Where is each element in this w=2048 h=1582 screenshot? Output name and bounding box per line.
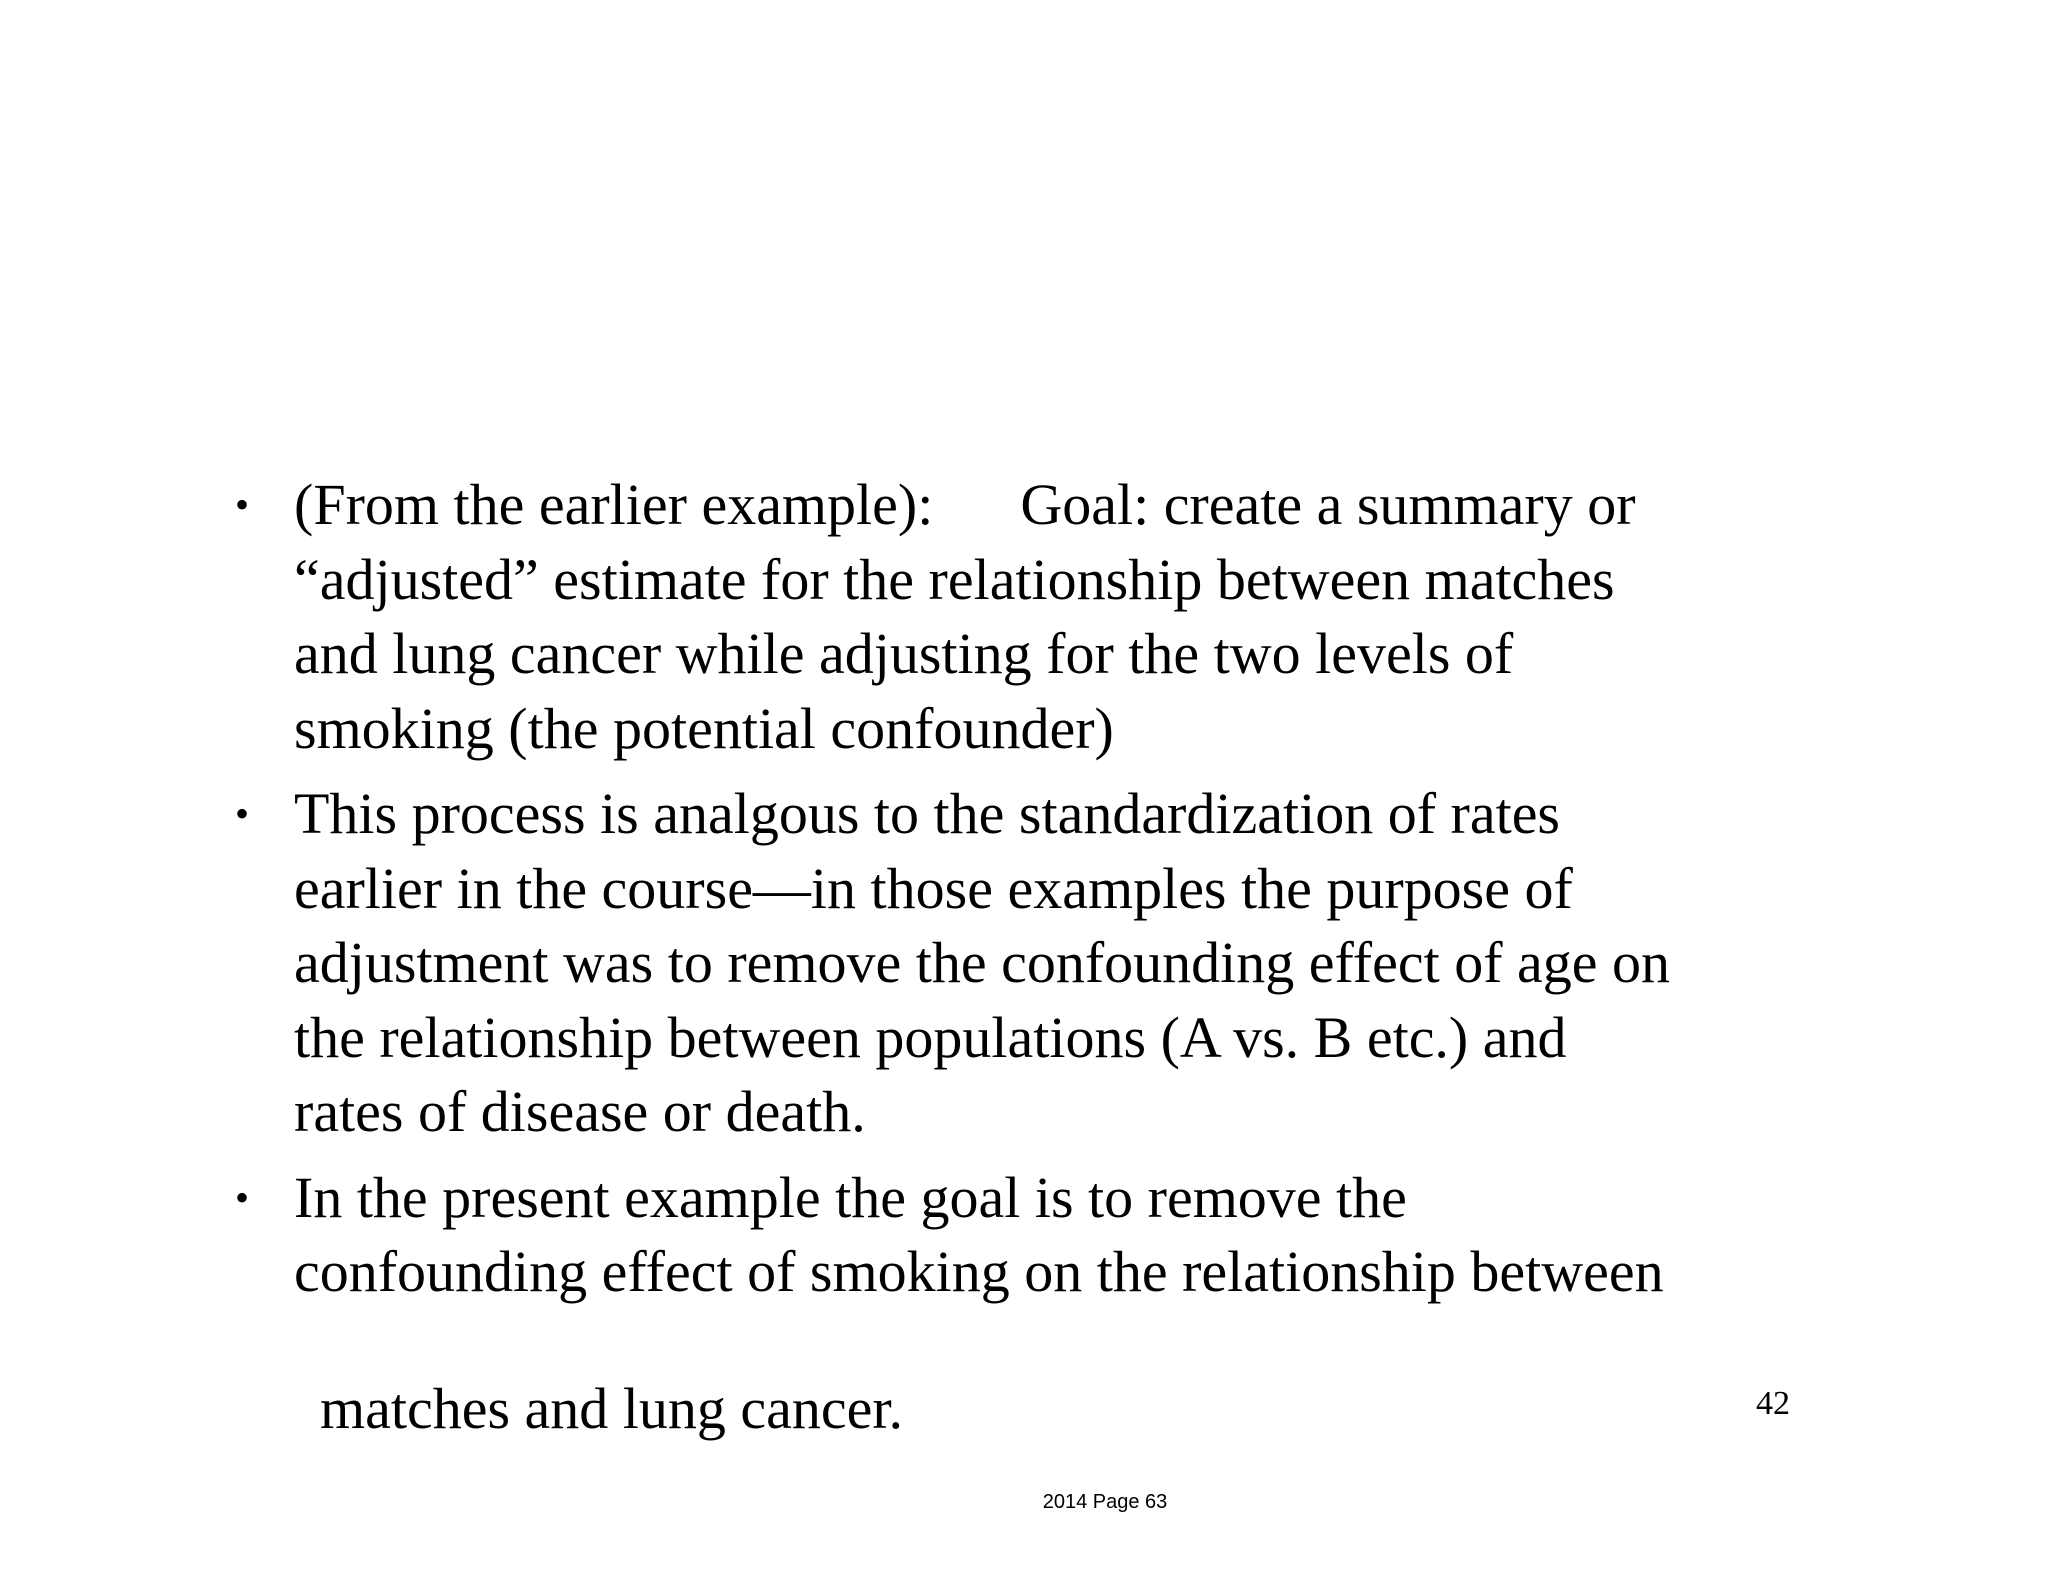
bullet-line: confounding effect of smoking on the relationship between: [294, 1239, 1664, 1304]
bullet-line: “adjusted” estimate for the relationship between matches: [294, 546, 1615, 612]
page-footer: 2014 Page 63: [1042, 1491, 1168, 1513]
bullet-item-3: [230, 1161, 1850, 1310]
bullet-item-2: [230, 777, 1850, 1150]
bullet-line: (From the earlier example): Goal: create a summary or: [294, 472, 1636, 537]
bullet-line: smoking (the potential confounder): [294, 695, 1114, 761]
bullet-line: rates of disease or death.: [294, 1079, 866, 1144]
bullet-line: the relationship between populations (A vs. B etc.) and: [294, 1004, 1567, 1070]
continuation-text: matches and lung cancer.: [320, 1376, 903, 1441]
bullet-line: This process is analgous to the standardization of rates: [294, 781, 1561, 846]
bullet-line: adjustment was to remove the confounding effect of age on: [294, 930, 1670, 995]
bullet-line: and lung cancer while adjusting for the two levels of: [294, 621, 1514, 686]
bullet-list: [230, 468, 1850, 1321]
bullet-line: In the present example the goal is to remove the: [294, 1164, 1407, 1230]
bullet-item-1: [230, 468, 1850, 766]
slide-number: 42: [1756, 1385, 1790, 1422]
bullet-line: earlier in the course—in those examples the purpose of: [294, 855, 1573, 921]
bullet-marker: •: [235, 482, 250, 527]
bullet-marker: •: [235, 791, 250, 836]
bullet-marker: •: [235, 1174, 250, 1220]
